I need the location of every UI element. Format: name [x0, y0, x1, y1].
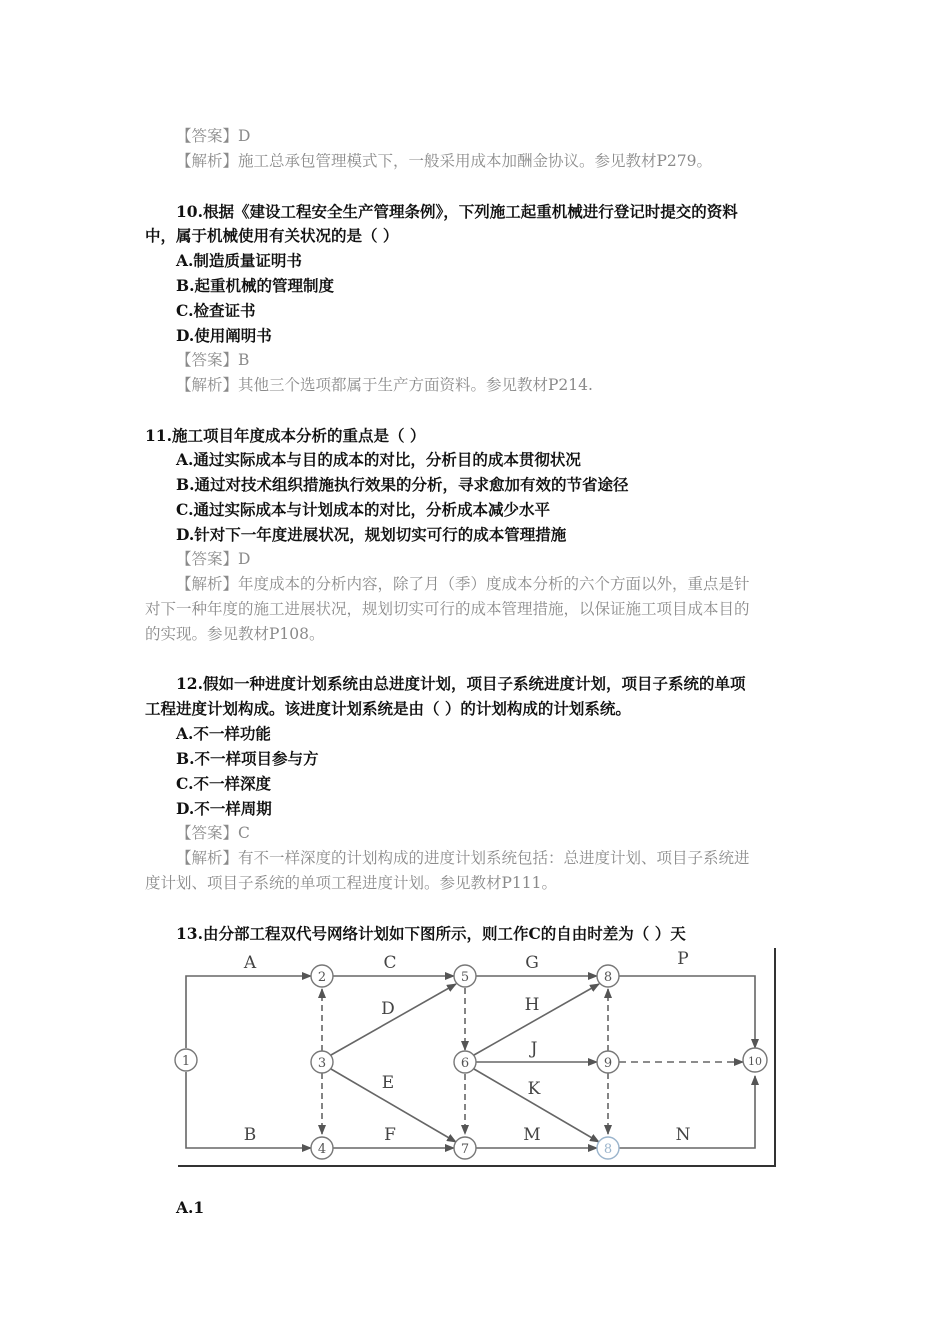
- node-6-label: 6: [460, 1056, 470, 1071]
- q10-analysis: 【解析】其他三个选项都属于生产方面资料。参见教材P214.: [176, 376, 593, 394]
- q10-option-d: D.使用阐明书: [176, 326, 272, 345]
- node-9-label: 9: [603, 1056, 613, 1071]
- q10-option-c: C.检查证书: [176, 301, 256, 320]
- q9-analysis: 【解析】施工总承包管理模式下，一般采用成本加酬金协议。参见教材P279。: [176, 152, 713, 170]
- node-8b-label: 8: [603, 1142, 613, 1157]
- q12-option-b: B.不一样项目参与方: [176, 749, 319, 768]
- activity-d-arrow: [331, 984, 456, 1055]
- node-3-label: 3: [317, 1056, 327, 1071]
- q13-stem: 13.由分部工程双代号网络计划如下图所示，则工作C的自由时差为（ ）天: [176, 924, 686, 943]
- q10-option-a: A.制造质量证明书: [176, 251, 302, 270]
- activity-label-m: M: [523, 1125, 541, 1145]
- q10-stem-line2: 中，属于机械使用有关状况的是（ ）: [145, 226, 399, 245]
- activity-label-j: J: [530, 1039, 538, 1059]
- activity-a-arrow: [186, 976, 311, 1048]
- activity-label-c: C: [383, 953, 397, 973]
- q10-stem-line1: 10.根据《建设工程安全生产管理条例》，下列施工起重机械进行登记时提交的资料: [176, 202, 738, 221]
- node-2-label: 2: [317, 970, 327, 985]
- node-5-label: 5: [460, 970, 470, 985]
- q11-option-b: B.通过对技术组织措施执行效果的分析，寻求愈加有效的节省途径: [176, 475, 629, 494]
- q12-option-c: C.不一样深度: [176, 774, 271, 793]
- node-4-label: 4: [317, 1142, 327, 1157]
- q11-analysis-line2: 对下一种年度的施工进展状况，规划切实可行的成本管理措施，以保证施工项目成本目的: [145, 600, 750, 618]
- q12-option-a: A.不一样功能: [176, 724, 271, 743]
- q11-answer: 【答案】D: [176, 550, 251, 568]
- activity-label-a: A: [243, 953, 257, 973]
- node-10-label: 10: [748, 1055, 762, 1068]
- activity-label-h: H: [524, 995, 540, 1015]
- activity-label-e: E: [381, 1073, 395, 1093]
- q11-analysis-line3: 的实现。参见教材P108。: [145, 625, 325, 643]
- q12-analysis-line1: 【解析】有不一样深度的计划构成的进度计划系统包括：总进度计划、项目子系统进: [176, 849, 750, 867]
- activity-p-arrow: [619, 976, 755, 1048]
- activity-label-d: D: [381, 999, 395, 1019]
- node-7-label: 7: [460, 1142, 470, 1157]
- q12-answer: 【答案】C: [176, 824, 250, 842]
- node-8-label: 8: [603, 970, 613, 985]
- network-diagram: [170, 944, 780, 1168]
- activity-label-k: K: [527, 1079, 541, 1099]
- activity-label-n: N: [675, 1125, 691, 1145]
- q13-option-a: A.1: [176, 1198, 205, 1217]
- q12-analysis-line2: 度计划、项目子系统的单项工程进度计划。参见教材P111。: [145, 874, 558, 892]
- q10-answer: 【答案】B: [176, 351, 250, 369]
- q12-stem-line1: 12.假如一种进度计划系统由总进度计划，项目子系统进度计划，项目子系统的单项: [176, 674, 746, 693]
- activity-label-g: G: [525, 953, 539, 973]
- node-1-label: 1: [181, 1054, 191, 1069]
- q12-option-d: D.不一样周期: [176, 799, 272, 818]
- q11-option-a: A.通过实际成本与目的成本的对比，分析目的成本贯彻状况: [176, 450, 581, 469]
- q11-stem: 11.施工项目年度成本分析的重点是（ ）: [145, 426, 426, 445]
- q9-answer: 【答案】D: [176, 127, 251, 145]
- activity-label-b: B: [243, 1125, 257, 1145]
- q12-stem-line2: 工程进度计划构成。该进度计划系统是由（ ）的计划构成的计划系统。: [145, 699, 631, 718]
- activity-label-f: F: [384, 1125, 396, 1145]
- activity-label-p: P: [677, 949, 689, 969]
- q11-analysis-line1: 【解析】年度成本的分析内容，除了月（季）度成本分析的六个方面以外，重点是针: [176, 575, 750, 593]
- q10-option-b: B.起重机械的管理制度: [176, 276, 334, 295]
- q11-option-d: D.针对下一年度进展状况，规划切实可行的成本管理措施: [176, 525, 567, 544]
- q11-option-c: C.通过实际成本与计划成本的对比，分析成本减少水平: [176, 500, 550, 519]
